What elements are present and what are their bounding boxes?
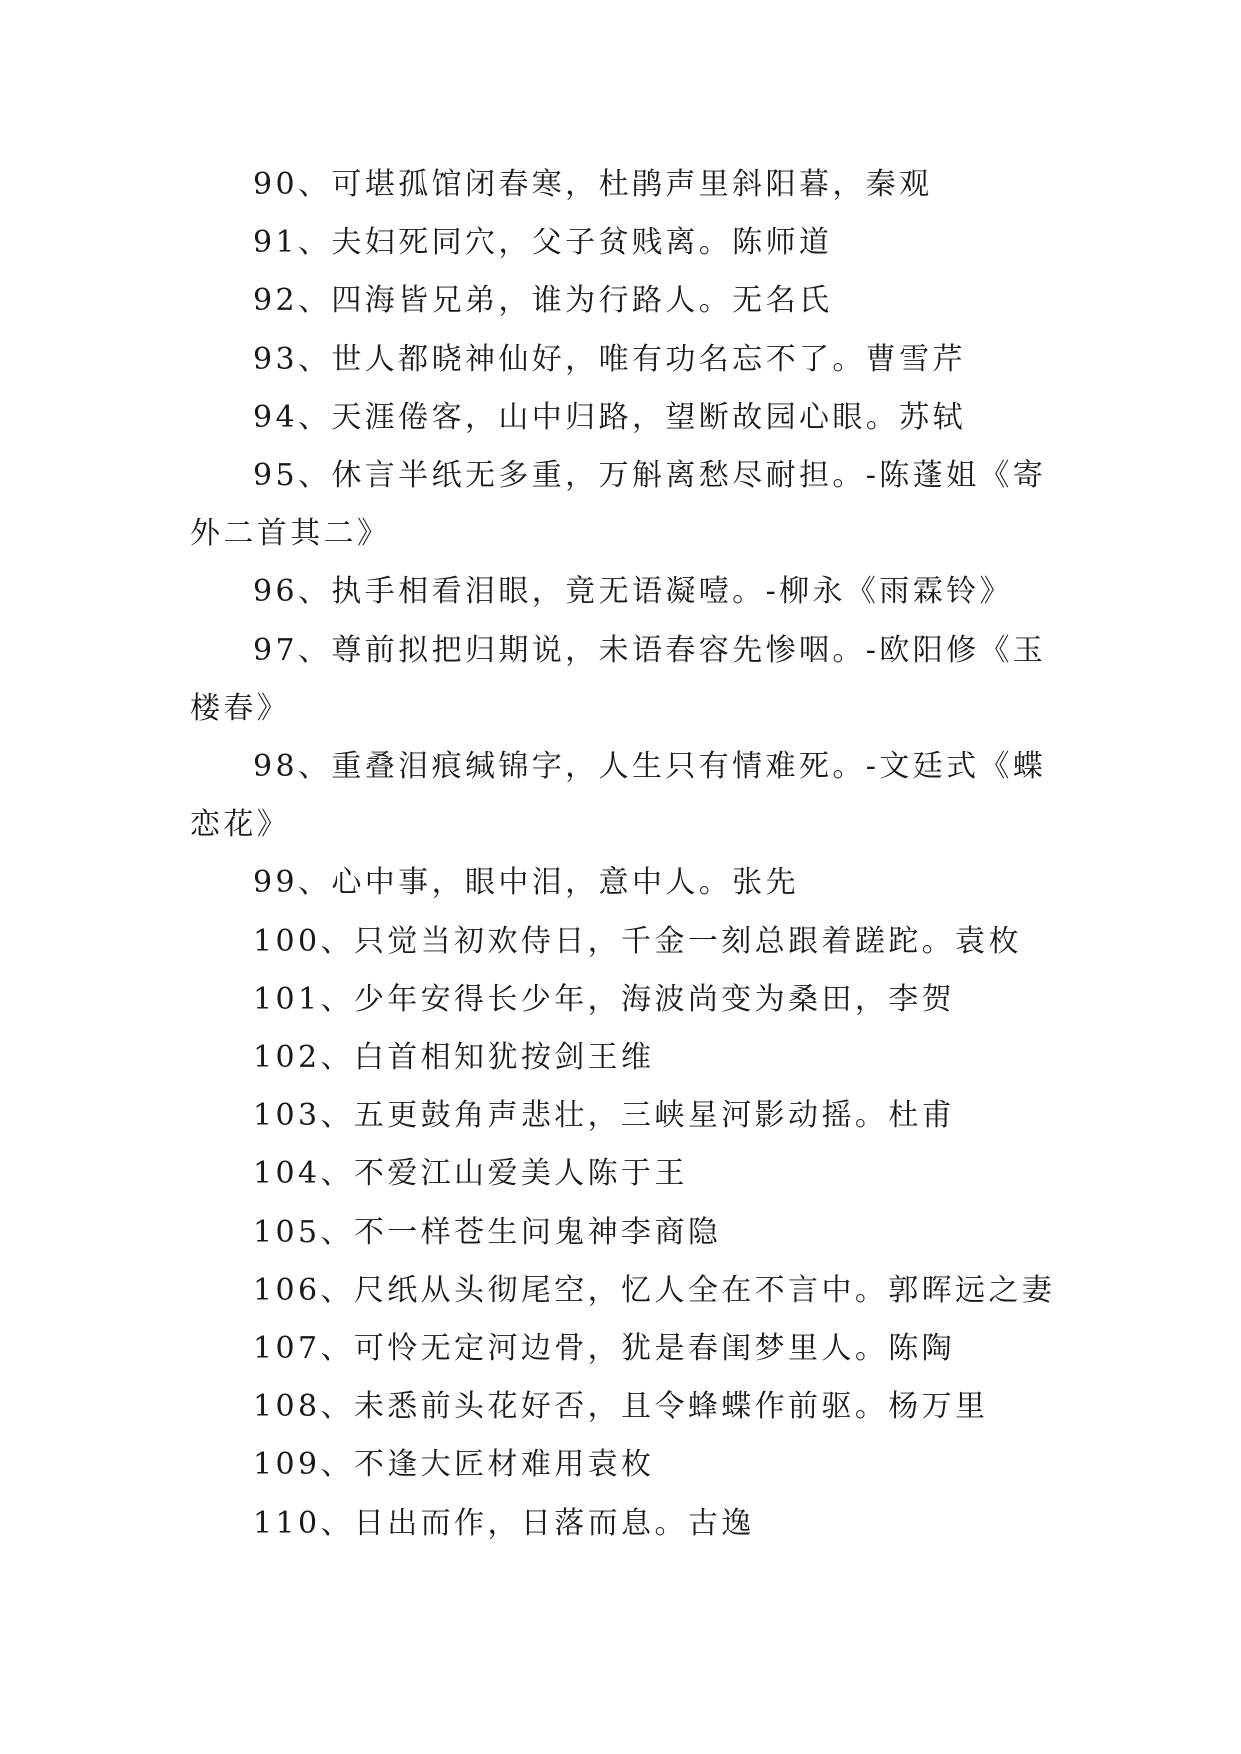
- quote-line-96: 96、执手相看泪眼，竟无语凝噎。-柳永《雨霖铃》: [253, 574, 1013, 610]
- quote-line-98: 98、重叠泪痕缄锦字，人生只有情难死。-文廷式《蝶恋花》: [190, 749, 1047, 843]
- quote-line-97: 97、尊前拟把归期说，未语春容先惨咽。-欧阳修《玉楼春》: [190, 632, 1047, 726]
- quote-line-91: 91、夫妇死同穴，父子贫贱离。陈师道: [253, 225, 833, 261]
- quote-line-106: 106、尺纸从头彻尾空，忆人全在不言中。郭晖远之妻: [253, 1272, 1056, 1308]
- document-body: [190, 156, 1060, 1553]
- quote-line-101: 101、少年安得长少年，海波尚变为桑田，李贺: [253, 981, 956, 1017]
- quote-line-90: 90、可堪孤馆闭春寒，杜鹃声里斜阳暮，秦观: [253, 167, 933, 202]
- quote-line-93: 93、世人都晓神仙好，唯有功名忘不了。曹雪芹: [253, 341, 966, 377]
- quote-line-104: 104、不爱江山爱美人陈于王: [253, 1156, 688, 1192]
- quote-line-94: 94、天涯倦客，山中归路，望断故园心眼。苏轼: [253, 399, 966, 435]
- quote-line-100: 100、只觉当初欢侍日，千金一刻总跟着蹉跎。袁枚: [253, 923, 1022, 959]
- quote-line-99: 99、心中事，眼中泪，意中人。张先: [253, 865, 799, 901]
- quote-line-95: 95、休言半纸无多重，万斛离愁尽耐担。-陈蓬姐《寄外二首其二》: [190, 458, 1047, 552]
- quote-line-105: 105、不一样苍生问鬼神李商隐: [253, 1214, 722, 1250]
- quote-line-102: 102、白首相知犹按剑王维: [253, 1040, 655, 1076]
- quote-line-108: 108、未悉前头花好否，且令蜂蝶作前驱。杨万里: [253, 1389, 989, 1425]
- quote-line-110: 110、日出而作，日落而息。古逸: [253, 1505, 755, 1541]
- quote-line-103: 103、五更鼓角声悲壮，三峡星河影动摇。杜甫: [253, 1098, 956, 1134]
- quote-line-92: 92、四海皆兄弟，谁为行路人。无名氏: [253, 283, 833, 319]
- quote-line-109: 109、不逢大匠材难用袁枚: [253, 1447, 655, 1483]
- quote-line-107: 107、可怜无定河边骨，犹是春闺梦里人。陈陶: [253, 1331, 956, 1367]
